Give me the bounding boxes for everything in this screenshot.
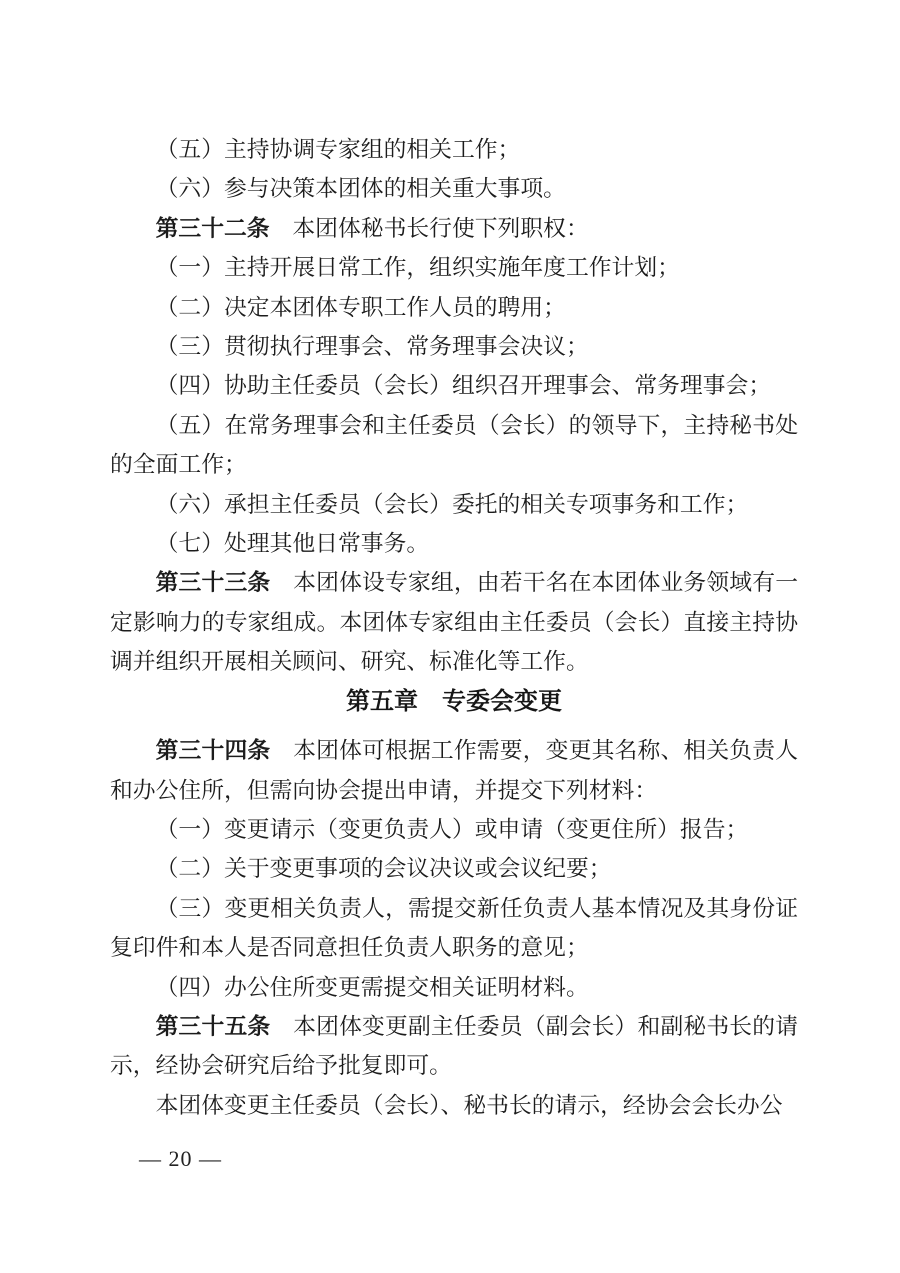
article-text: 本团体设专家组，由若干名在本团体业务领域有一定影响力的专家组成。本团体专家组由主任委员（会长）直接主持协调并组织开展相关顾问、研究、标准化等工作。 [110, 570, 799, 675]
list-item-paragraph: （二）关于变更事项的会议决议或会议纪要； [155, 856, 612, 882]
list-item-paragraph: （六）参与决策本团体的相关重大事项。 [155, 176, 566, 202]
article-paragraph [110, 209, 798, 248]
list-item-paragraph: （一）主持开展日常工作，组织实施年度工作计划； [155, 255, 680, 281]
chapter-heading [110, 682, 798, 721]
list-item-paragraph: （四）办公住所变更需提交相关证明材料。 [155, 974, 589, 1000]
article-number-label: 第三十四条 [155, 738, 271, 764]
article-text: 本团体可根据工作需要，变更其名称、相关负责人和办公住所，但需向协会提出申请，并提交下列材料： [110, 738, 799, 803]
list-item-paragraph: （四）协助主任委员（会长）组织召开理事会、常务理事会； [155, 373, 772, 399]
list-item-paragraph: （三）贯彻执行理事会、常务理事会决议； [155, 334, 589, 360]
article-number-label: 第三十三条 [155, 570, 271, 596]
article-paragraph [110, 563, 798, 681]
chapter-title: 专委会变更 [442, 687, 562, 715]
article-paragraph [110, 1007, 798, 1086]
article-paragraph [110, 731, 798, 810]
list-item-paragraph: （五）在常务理事会和主任委员（会长）的领导下，主持秘书处的全面工作； [110, 412, 798, 478]
article-text: 本团体秘书长行使下列职权： [292, 215, 589, 241]
chapter-number: 第五章 [346, 687, 418, 715]
article-number-label: 第三十五条 [155, 1013, 271, 1039]
list-item-paragraph: （一）变更请示（变更负责人）或申请（变更住所）报告； [155, 816, 749, 842]
list-item-paragraph: （六）承担主任委员（会长）委托的相关专项事务和工作； [155, 491, 749, 517]
list-item-paragraph: （二）决定本团体专职工作人员的聘用； [155, 294, 566, 320]
page-number: — 20 — [139, 1146, 222, 1171]
article-text: 本团体变更副主任委员（副会长）和副秘书长的请示，经协会研究后给予批复即可。 [110, 1013, 799, 1079]
list-item-paragraph: （七）处理其他日常事务。 [155, 531, 430, 557]
list-item-paragraph: （三）变更相关负责人，需提交新任负责人基本情况及其身份证复印件和本人是否同意担任负责人职务的意见； [110, 895, 798, 961]
document-body [110, 130, 798, 1125]
article-number-label: 第三十二条 [155, 215, 270, 241]
body-paragraph: 本团体变更主任委员（会长）、秘书长的请示，经协会会长办公 [155, 1092, 783, 1118]
list-item-paragraph: （五）主持协调专家组的相关工作； [155, 137, 521, 162]
